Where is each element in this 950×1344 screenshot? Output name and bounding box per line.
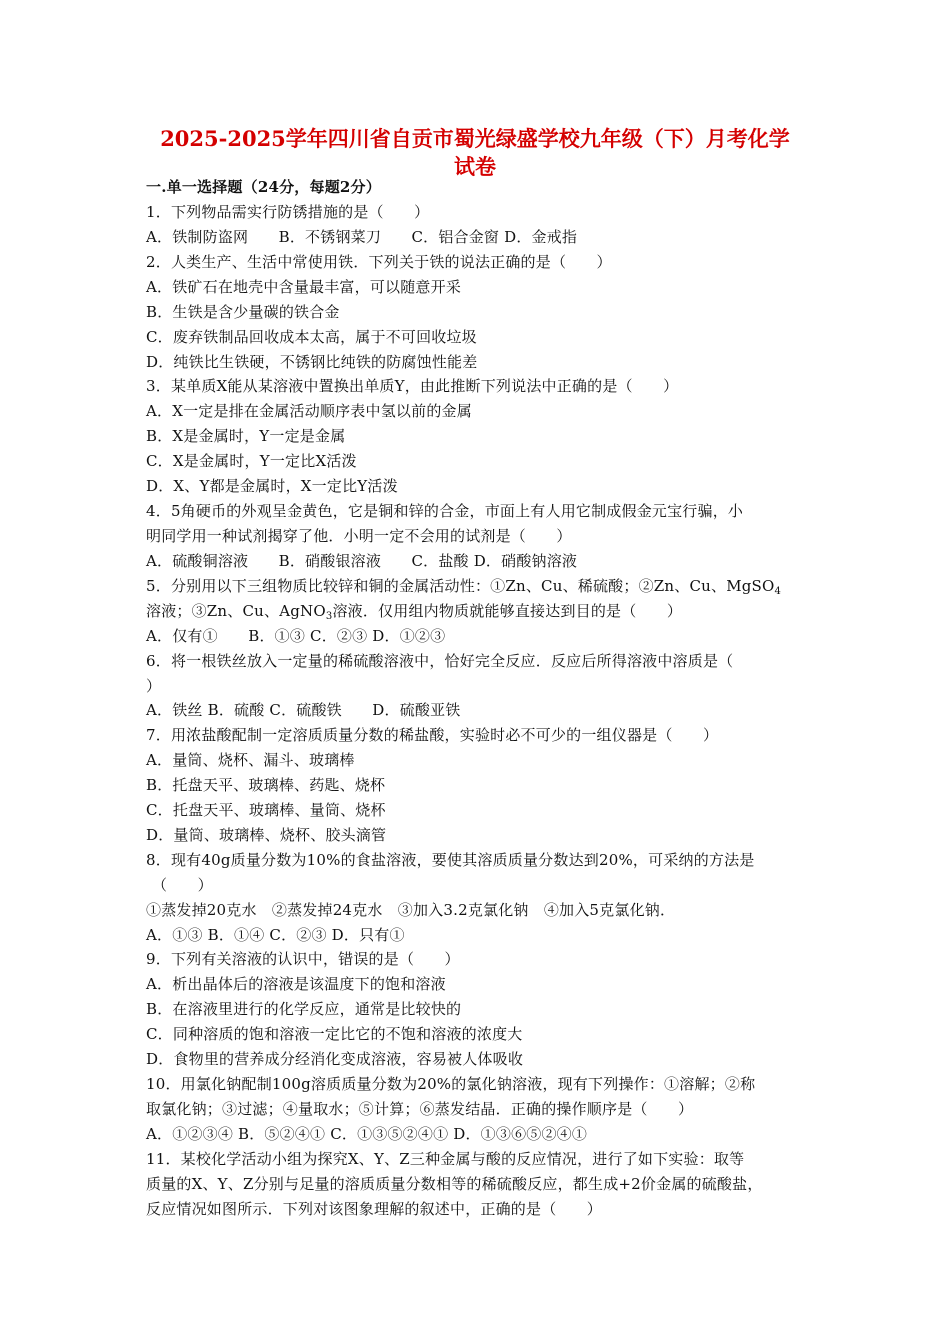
question-10-line1: 10．用氯化钠配制100g溶质质量分数为20%的氯化钠溶液，现有下列操作：①溶解；②称: [146, 1075, 756, 1093]
question-11-line3: 反应情况如图所示．下列对该图象理解的叙述中，正确的是（ ）: [146, 1200, 603, 1218]
q4-options: A．硫酸铜溶液 B．硝酸银溶液 C．盐酸 D．硝酸钠溶液: [146, 552, 578, 570]
question-3: 3．某单质X能从某溶液中置换出单质Y，由此推断下列说法中正确的是（ ）: [146, 377, 679, 395]
question-6-line2: ）: [146, 677, 162, 695]
question-4-line1: 4．5角硬币的外观呈金黄色，它是铜和锌的合金，市面上有人用它制成假金元宝行骗，小: [146, 502, 744, 520]
question-2: 2．人类生产、生活中常使用铁．下列关于铁的说法正确的是（ ）: [146, 253, 612, 271]
q5-line2-text-b: 溶液．仅用组内物质就能够直接达到目的是（ ）: [332, 602, 683, 620]
question-11-line2: 质量的X、Y、Z分别与足量的溶质质量分数相等的稀硫酸反应，都生成+2价金属的硫酸盐，: [146, 1175, 763, 1193]
q9-option-d: D．食物里的营养成分经消化变成溶液，容易被人体吸收: [146, 1050, 524, 1068]
q3-option-d: D．X、Y都是金属时，X一定比Y活泼: [146, 477, 398, 495]
question-6-line1: 6．将一根铁丝放入一定量的稀硫酸溶液中，恰好完全反应．反应后所得溶液中溶质是（: [146, 652, 734, 670]
q8-choices: ①蒸发掉20克水 ②蒸发掉24克水 ③加入3.2克氯化钠 ④加入5克氯化钠．: [146, 901, 676, 919]
question-5-line1: [146, 576, 781, 596]
question-8-line1: 8．现有40g质量分数为10%的食盐溶液，要使其溶质质量分数达到20%，可采纳的方法是: [146, 851, 755, 869]
exam-title-line2: 试卷: [454, 154, 496, 179]
q3-option-b: B．X是金属时，Y一定是金属: [146, 427, 346, 445]
q9-option-c: C．同种溶质的饱和溶液一定比它的不饱和溶液的浓度大: [146, 1025, 523, 1043]
q2-option-d: D．纯铁比生铁硬，不锈钢比纯铁的防腐蚀性能差: [146, 353, 478, 371]
question-4-line2: 明同学用一种试剂揭穿了他．小明一定不会用的试剂是（ ）: [146, 527, 572, 545]
q9-option-b: B．在溶液里进行的化学反应，通常是比较快的: [146, 1000, 462, 1018]
q5-options: A．仅有① B．①③ C．②③ D．①②③: [146, 627, 446, 645]
q7-option-d: D．量筒、玻璃棒、烧杯、胶头滴管: [146, 826, 387, 844]
q7-option-b: B．托盘天平、玻璃棒、药匙、烧杯: [146, 776, 386, 794]
q9-option-a: A．析出晶体后的溶液是该温度下的饱和溶液: [146, 975, 446, 993]
exam-title-line1: 2025-2025学年四川省自贡市蜀光绿盛学校九年级（下）月考化学: [160, 126, 790, 151]
q2-option-a: A．铁矿石在地壳中含量最丰富，可以随意开采: [146, 278, 462, 296]
question-11-line1: 11．某校化学活动小组为探究X、Y、Z三种金属与酸的反应情况，进行了如下实验：取等: [146, 1150, 745, 1168]
q1-options: A．铁制防盗网 B．不锈钢菜刀 C．铝合金窗 D．金戒指: [146, 228, 578, 246]
question-1: 1．下列物品需实行防锈措施的是（ ）: [146, 203, 430, 221]
question-9: 9．下列有关溶液的认识中，错误的是（ ）: [146, 950, 460, 968]
question-5-line2: [146, 601, 682, 621]
q5-line2-text-a: 溶液；③Zn、Cu、AgNO: [146, 602, 326, 620]
q3-option-c: C．X是金属时，Y一定比X活泼: [146, 452, 357, 470]
q6-options: A．铁丝 B．硫酸 C．硫酸铁 D．硫酸亚铁: [146, 701, 461, 719]
question-8-line2: （ ）: [152, 876, 213, 894]
q8-options: A．①③ B．①④ C．②③ D．只有①: [146, 926, 405, 944]
q3-option-a: A．X一定是排在金属活动顺序表中氢以前的金属: [146, 402, 472, 420]
q5-subscript-4: 4: [774, 586, 782, 597]
q10-options: A．①②③④ B．⑤②④① C．①③⑤②④① D．①③⑥⑤②④①: [146, 1125, 588, 1143]
section-heading: 一.单一选择题（24分，每题2分）: [146, 178, 381, 196]
question-7: 7．用浓盐酸配制一定溶质质量分数的稀盐酸，实验时必不可少的一组仪器是（ ）: [146, 726, 719, 744]
q5-line1-text: 5．分别用以下三组物质比较锌和铜的金属活动性：①Zn、Cu、稀硫酸；②Zn、Cu、MgSO: [146, 577, 775, 595]
question-10-line2: 取氯化钠；③过滤；④量取水；⑤计算；⑥蒸发结晶．正确的操作顺序是（ ）: [146, 1100, 694, 1118]
q7-option-c: C．托盘天平、玻璃棒、量筒、烧杯: [146, 801, 386, 819]
q5-subscript-3: 3: [325, 611, 333, 622]
q2-option-c: C．废弃铁制品回收成本太高，属于不可回收垃圾: [146, 328, 477, 346]
q7-option-a: A．量筒、烧杯、漏斗、玻璃棒: [146, 751, 355, 769]
q2-option-b: B．生铁是含少量碳的铁合金: [146, 303, 340, 321]
